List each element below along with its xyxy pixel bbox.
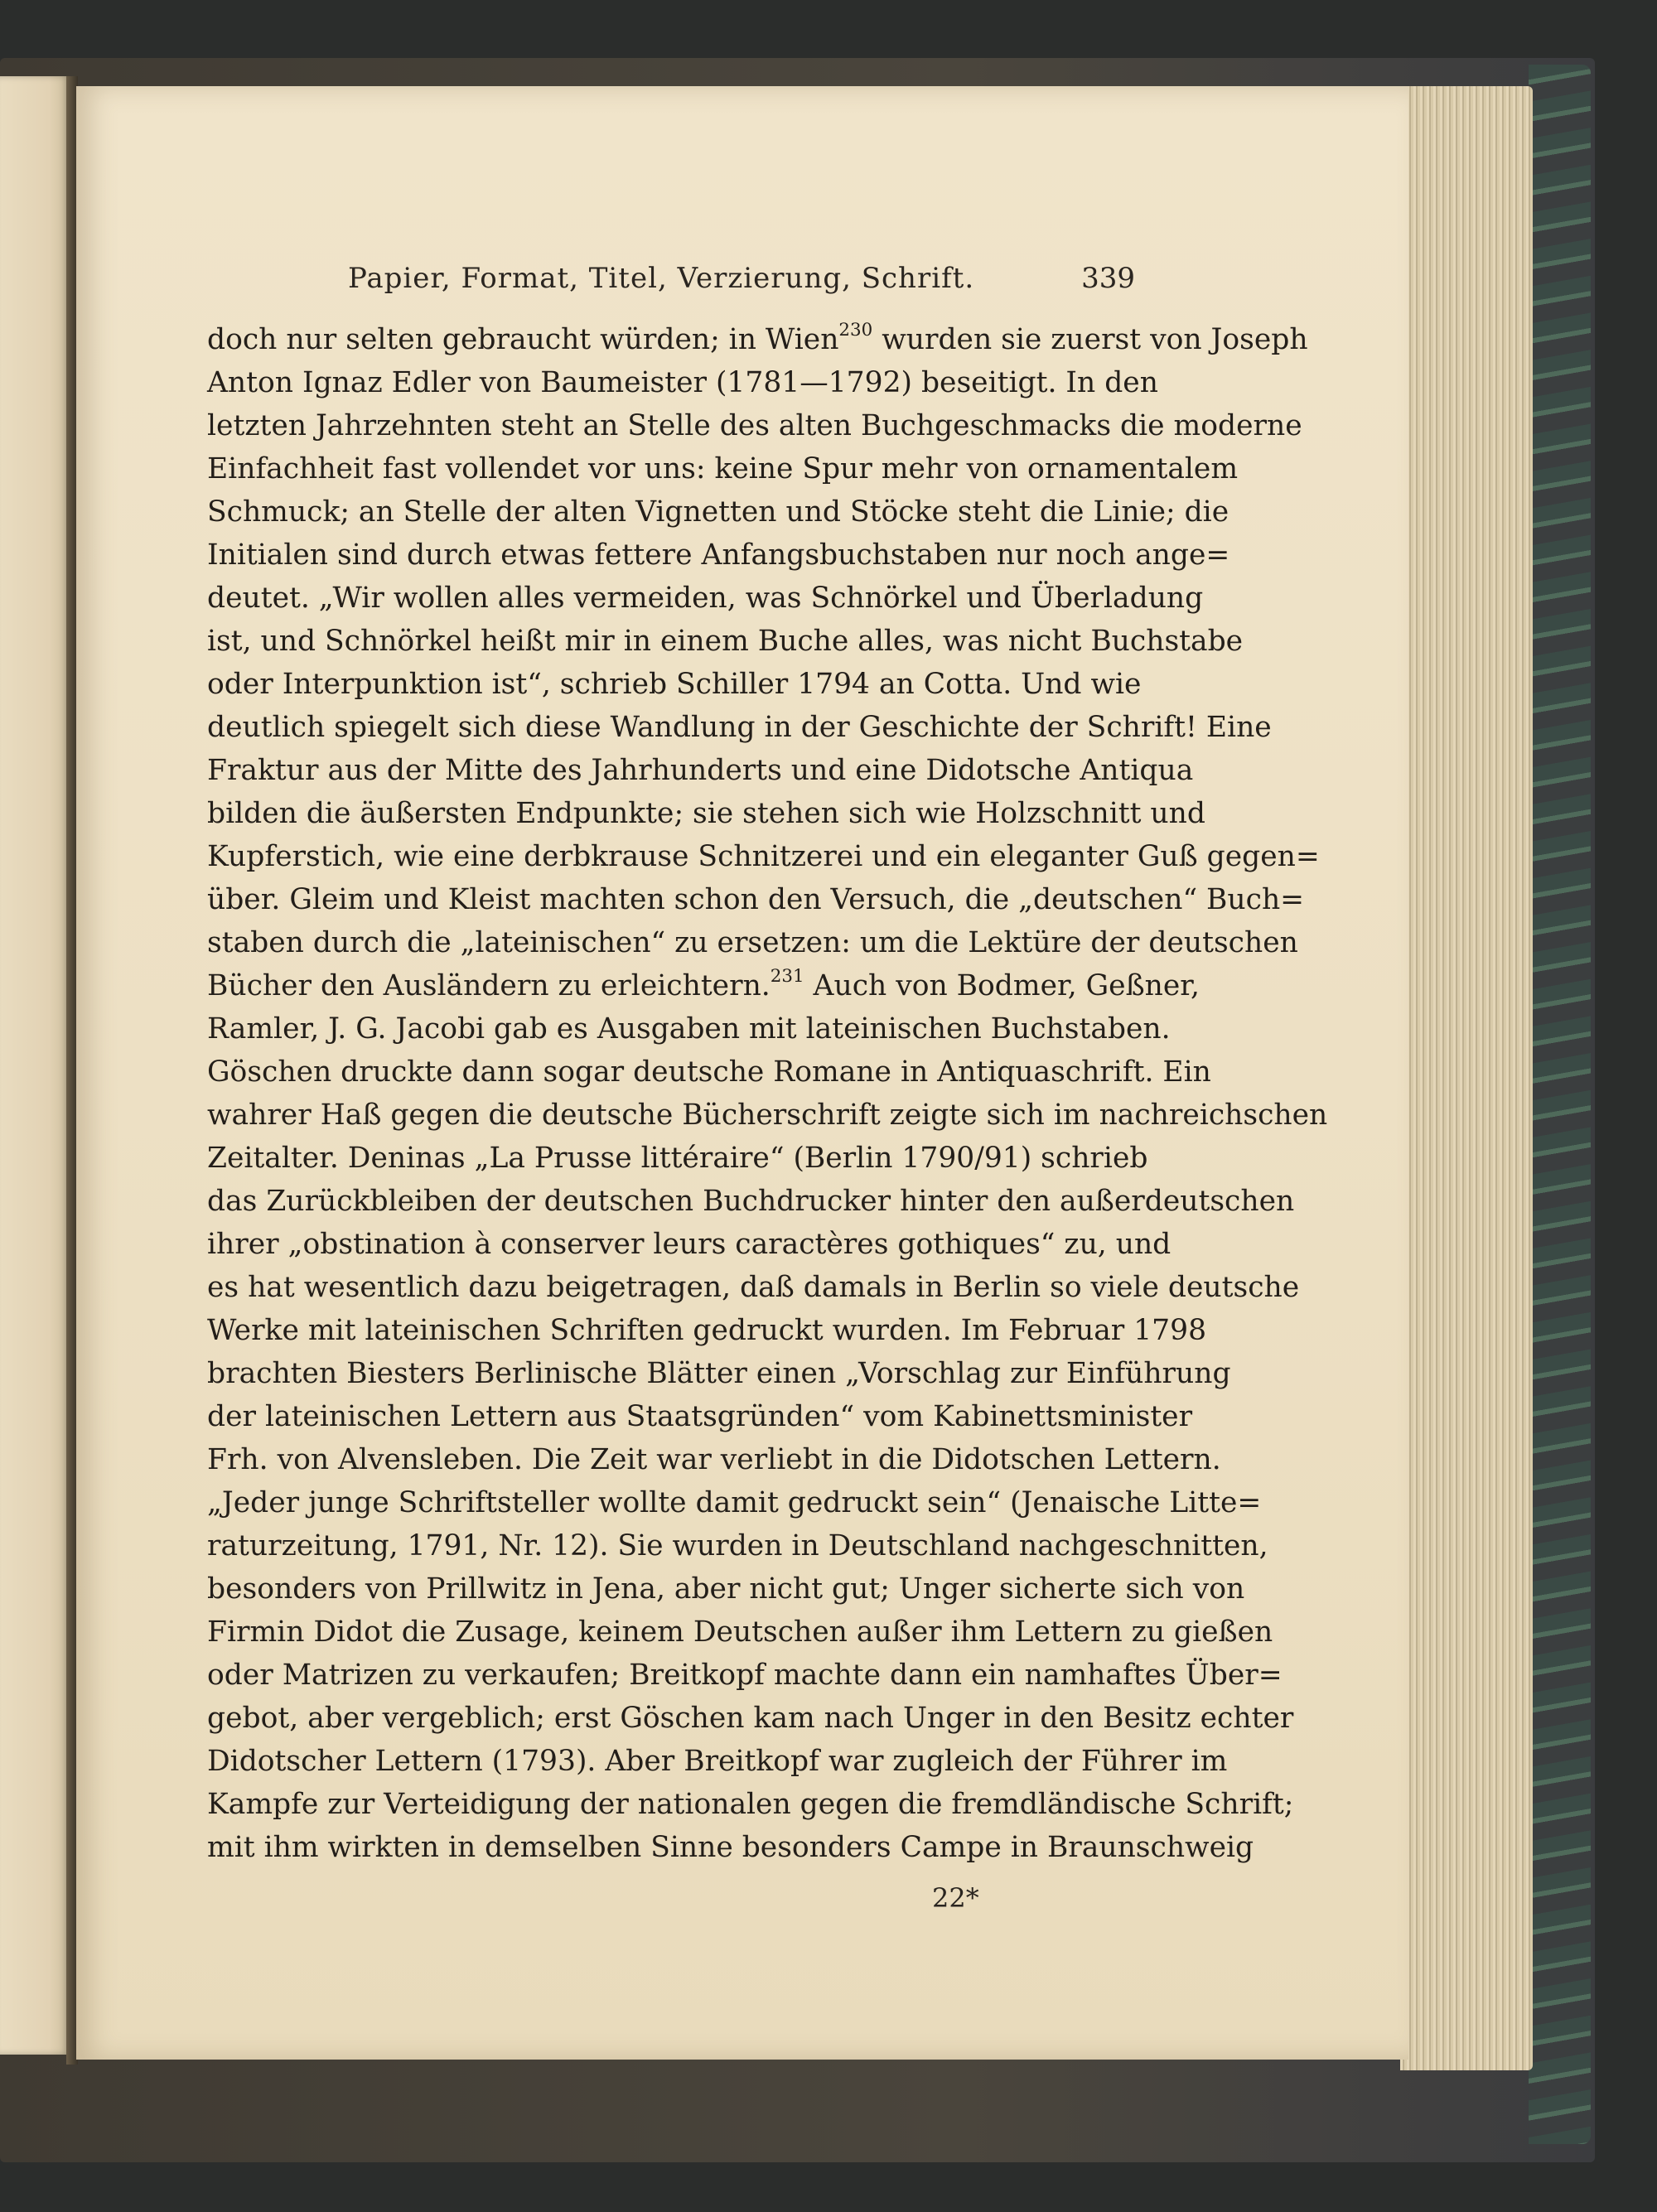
signature-mark: 22*: [932, 1882, 979, 1914]
text-line: [207, 1654, 1283, 1697]
text-line-content: Göschen druckte dann sogar deutsche Romane in Antiquaschrift. Ein: [207, 1055, 1211, 1089]
text-line-content: bilden die äußersten Endpunkte; sie stehen sich wie Holzschnitt und: [207, 797, 1205, 830]
text-line-continuation: wurden sie zuerst von Joseph: [872, 323, 1308, 356]
text-line: [207, 1611, 1273, 1654]
text-line-content: deutlich spiegelt sich diese Wandlung in der Geschichte der Schrift! Eine: [207, 711, 1272, 744]
text-line-content: Firmin Didot die Zusage, keinem Deutschen außer ihm Lettern zu gießen: [207, 1616, 1273, 1649]
text-line: [207, 404, 1302, 447]
text-line: [207, 1007, 1171, 1050]
text-line: [207, 878, 1305, 921]
text-line-content: wahrer Haß gegen die deutsche Bücherschrift zeigte sich im nachreichschen: [207, 1099, 1328, 1132]
text-line-content: ihrer „obstination à conserver leurs caractères gothiques“ zu, und: [207, 1228, 1171, 1261]
text-line: [207, 921, 1298, 964]
text-line: [207, 318, 1308, 361]
text-line: [207, 1050, 1211, 1094]
text-line: [207, 534, 1230, 577]
text-line-content: besonders von Prillwitz in Jena, aber nicht gut; Unger sicherte sich von: [207, 1572, 1245, 1606]
text-line: [207, 1309, 1207, 1352]
text-line: [207, 1481, 1262, 1524]
text-line: [207, 1567, 1245, 1611]
text-line: [207, 1524, 1268, 1567]
text-line-content: mit ihm wirkten in demselben Sinne besonders Campe in Braunschweig: [207, 1831, 1254, 1864]
footnote-ref: 231: [770, 965, 804, 987]
text-line-content: staben durch die „lateinischen“ zu ersetzen: um die Lektüre der deutschen: [207, 926, 1298, 959]
text-line: [207, 749, 1194, 792]
text-line-content: es hat wesentlich dazu beigetragen, daß damals in Berlin so viele deutsche: [207, 1271, 1300, 1304]
text-line-content: deutet. „Wir wollen alles vermeiden, was Schnörkel und Überladung: [207, 582, 1204, 615]
text-line: [207, 1697, 1294, 1740]
text-line: [207, 663, 1142, 706]
text-line: [207, 1783, 1294, 1826]
text-line-content: raturzeitung, 1791, Nr. 12). Sie wurden in Deutschland nachgeschnitten,: [207, 1529, 1268, 1562]
text-line: [207, 620, 1244, 663]
text-line: [207, 1826, 1254, 1869]
page-edges: [1400, 86, 1533, 2070]
text-line: [207, 1352, 1231, 1395]
text-line: [207, 1223, 1171, 1266]
running-head: Papier, Format, Titel, Verzierung, Schrift.: [348, 262, 975, 295]
text-line-content: oder Interpunktion ist“, schrieb Schiller 1794 an Cotta. Und wie: [207, 668, 1142, 701]
text-line-continuation: Auch von Bodmer, Geßner,: [804, 969, 1200, 1002]
text-line-content: das Zurückbleiben der deutschen Buchdrucker hinter den außerdeutschen: [207, 1185, 1295, 1218]
text-line-content: Kampfe zur Verteidigung der nationalen gegen die fremdländische Schrift;: [207, 1788, 1294, 1821]
text-line: [207, 1137, 1148, 1180]
text-line-content: Initialen sind durch etwas fettere Anfangsbuchstaben nur noch ange=: [207, 539, 1230, 572]
text-line-content: Anton Ignaz Edler von Baumeister (1781—1792) beseitigt. In den: [207, 366, 1158, 399]
text-line-content: Ramler, J. G. Jacobi gab es Ausgaben mit lateinischen Buchstaben.: [207, 1012, 1171, 1046]
text-line: [207, 1266, 1300, 1309]
text-line-content: Kupferstich, wie eine derbkrause Schnitzerei und ein eleganter Guß gegen=: [207, 840, 1320, 873]
text-line-content: doch nur selten gebraucht würden; in Wien: [207, 323, 839, 356]
footnote-ref: 230: [838, 319, 873, 340]
text-line-content: Einfachheit fast vollendet vor uns: keine Spur mehr von ornamentalem: [207, 452, 1239, 485]
text-line: [207, 706, 1272, 749]
text-line: [207, 447, 1239, 490]
page-number: 339: [1081, 262, 1135, 295]
text-line-content: „Jeder junge Schriftsteller wollte damit gedruckt sein“ (Jenaische Litte=: [207, 1486, 1262, 1519]
left-facing-page: [0, 76, 70, 2055]
body-text: [207, 318, 1328, 1869]
text-line-content: oder Matrizen zu verkaufen; Breitkopf machte dann ein namhaftes Über=: [207, 1659, 1283, 1692]
text-line-content: Schmuck; an Stelle der alten Vignetten und Stöcke steht die Linie; die: [207, 495, 1229, 529]
text-line-content: brachten Biesters Berlinische Blätter einen „Vorschlag zur Einführung: [207, 1357, 1231, 1390]
text-line-content: Fraktur aus der Mitte des Jahrhunderts und eine Didotsche Antiqua: [207, 754, 1194, 787]
text-line-content: Frh. von Alvensleben. Die Zeit war verliebt in die Didotschen Lettern.: [207, 1443, 1221, 1476]
cover-edge: [1529, 65, 1591, 2144]
text-line-content: Werke mit lateinischen Schriften gedruckt wurden. Im Februar 1798: [207, 1314, 1207, 1347]
text-line: [207, 1438, 1221, 1481]
text-line: [207, 361, 1158, 404]
text-line: [207, 490, 1229, 534]
text-line-content: letzten Jahrzehnten steht an Stelle des alten Buchgeschmacks die moderne: [207, 409, 1302, 442]
text-line-content: der lateinischen Lettern aus Staatsgründen“ vom Kabinettsminister: [207, 1400, 1193, 1433]
text-line: [207, 835, 1320, 878]
text-line: [207, 1094, 1328, 1137]
text-line: [207, 1180, 1295, 1223]
text-line: [207, 1740, 1228, 1783]
text-line-content: Zeitalter. Deninas „La Prusse littéraire“ (Berlin 1790/91) schrieb: [207, 1142, 1148, 1175]
text-line-content: ist, und Schnörkel heißt mir in einem Buche alles, was nicht Buchstabe: [207, 625, 1244, 658]
text-line-content: gebot, aber vergeblich; erst Göschen kam nach Unger in den Besitz echter: [207, 1702, 1294, 1735]
text-line: [207, 577, 1204, 620]
text-line: [207, 964, 1200, 1007]
text-line-content: Bücher den Ausländern zu erleichtern.: [207, 969, 771, 1002]
text-line-content: Didotscher Lettern (1793). Aber Breitkopf war zugleich der Führer im: [207, 1745, 1228, 1778]
text-line: [207, 792, 1205, 835]
text-line-content: über. Gleim und Kleist machten schon den Versuch, die „deutschen“ Buch=: [207, 883, 1305, 916]
text-line: [207, 1395, 1193, 1438]
